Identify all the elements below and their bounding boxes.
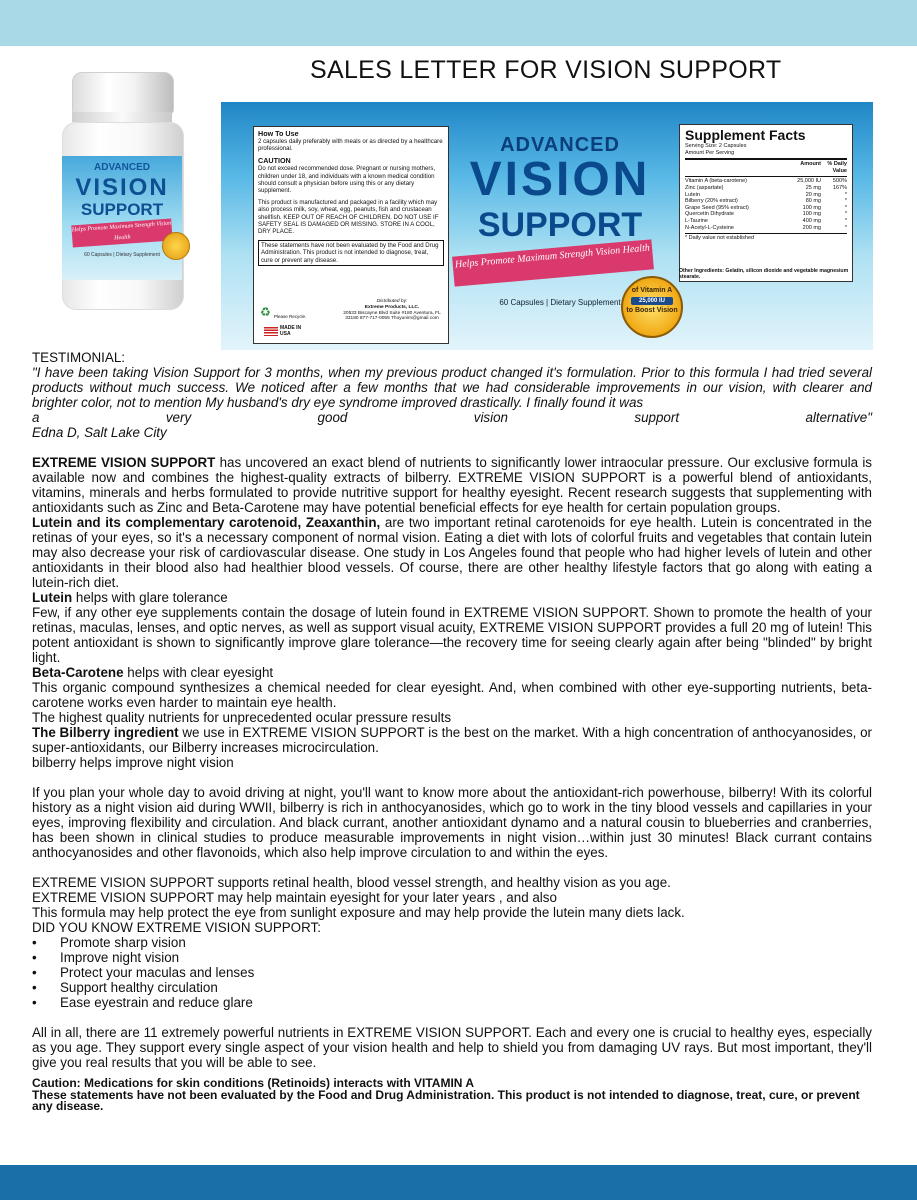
testimonial-last-line: a very good vision support alternative" [32,410,872,425]
brand-ribbon: Helps Promote Maximum Strength Vision Health [452,239,654,286]
testimonial-label: TESTIMONIAL: [32,350,126,365]
recycle-icon: ♻ [260,305,271,319]
caution-block [32,1078,872,1113]
facts-row-dv: * [844,211,847,218]
facts-row [685,205,847,212]
facts-rule-thin [685,176,847,177]
facts-serving-size: Serving Size: 2 Capsules [685,143,747,149]
facts-row-name: Lutein [685,191,700,198]
facts-col-dv: % Daily Value [827,161,847,174]
caution-text: Do not exceed recommended dose. Pregnant or nursing mothers, children under 18, and individuals with a known medical condition should consult a physician before using this or any dietary supplement. [258,165,436,195]
facts-row [685,198,847,205]
brand-support: SUPPORT [477,206,643,244]
distributor-company: Extreme Products, LLC. [364,304,420,310]
facts-rule-thin [685,233,847,234]
paragraph-lutein-text: are two important retinal carotenoids for eye health. Lutein is concentrated in the retinas of your eyes, so it's a necessary component of normal vision. Eating a diet with lots of colorful fruits and vegetables that contain lutein may also decrease your risk of cardiovascular disease. One study in Los Angeles found that people who had higher levels of lutein and other antioxidants in their blood also had healthier blood vessels. Of course, there are other healthy lifestyle factors that go along with eating a lutein-rich diet. [32,515,873,590]
bottle-label [62,156,182,280]
made-in-usa-text: MADE IN USA [280,325,302,337]
page-title: SALES LETTER FOR VISION SUPPORT [310,56,782,84]
how-to-use-text: 2 capsules daily preferably with meals or as directed by a healthcare professional. [258,138,443,153]
bottle-label-caps: 60 Capsules | Dietary Supplement [84,252,160,258]
brand-vision: VISION [469,153,651,206]
bullet-text: Improve night vision [60,950,180,965]
distributor-block [342,299,442,322]
paragraph-beta-carotene: This organic compound synthesizes a chemical needed for clear eyesight. And, when combined with other eye-supporting nutrients, beta-carotene works even harder to maintain eye health. [32,680,872,710]
facts-row [685,185,847,192]
bottle-label-support: SUPPORT [80,200,164,219]
heading-beta-carotene-bold: Beta-Carotene [32,665,124,680]
caution-title: CAUTION [258,156,291,166]
bullet-text: Promote sharp vision [60,935,186,950]
list-item [32,965,872,980]
bullet-mark: • [32,950,37,965]
bullet-text: Support healthy circulation [60,980,218,995]
facts-row [685,178,847,185]
bottom-color-band [0,1165,917,1200]
line-bilberry-night: bilberry helps improve night vision [32,755,234,770]
facts-row-amount: 200 mg [802,224,821,231]
facts-row-amount: 100 mg [802,204,821,211]
facts-row-name: Quercetin Dihydrate [685,211,734,218]
letter-body [32,350,872,1113]
list-item [32,980,872,995]
heading-lutein-bold: Lutein [32,590,73,605]
recycle-text: Please Recycle. [274,314,307,319]
facts-row-dv: 500% [832,178,847,185]
bottle-label-advanced: ADVANCED [94,162,150,173]
heading-beta-carotene-text: helps with clear eyesight [123,665,274,680]
paragraph-bilberry-text: we use in EXTREME VISION SUPPORT is the best on the market. With a high concentration of anthocyanosides, or super-antioxidants, our Bilberry increases microcirculation. [32,725,873,755]
facts-row-name: L-Taurine [685,217,708,224]
facts-row [685,218,847,225]
bottle-label-vision: VISION [75,174,169,201]
facts-row-amount: 25,000 IU [797,178,821,185]
paragraph-summary: All in all, there are 11 extremely powerful nutrients in EXTREME VISION SUPPORT. Each and every one is crucial to healthy eyes, especially as you age. They support every single aspect of your vision health and help to shield you from damaging UV rays. But most important, they'll give you real results that you will be able to see. [32,1025,872,1070]
list-item [32,935,872,950]
top-color-band [0,0,917,46]
facts-row-amount: 80 mg [805,198,821,205]
facts-row-dv: 167% [832,184,847,191]
bullet-mark: • [32,980,37,995]
product-label-image [221,102,873,350]
list-item [32,950,872,965]
heading-beta-carotene [32,665,872,680]
bottle-label-ribbon: Helps Promote Maximum Strength Vision Health [71,219,172,248]
seal-bottom-text: to Boost Vision [626,307,678,314]
facts-row [685,211,847,218]
facts-row [685,225,847,232]
bullet-text: Ease eyestrain and reduce glare [60,995,253,1010]
facts-row-name: N-Acetyl-L-Cysteine [685,224,734,231]
product-bottle-image [58,72,188,310]
facts-other-ingredients: Other Ingredients: Gelatin, silicon dioxide and vegetable magnesium stearate. [679,268,849,280]
paragraph-lutein-bold: Lutein and its complementary carotenoid, Zeaxanthin, [32,515,381,530]
testimonial-text: "I have been taking Vision Support for 3 months, when my previous product changed it's formulation. Prior to this formula I had tried several products without much success. We noticed after a few months that we had considerable improvements in our vision, with clearer and brighter color, not to mention My husband's dry eye syndrome improved drastically. I finally found it was [32,365,872,410]
facts-row-amount: 400 mg [802,217,821,224]
line-sunlight: This formula may help protect the eye from sunlight exposure and may help provide the lutein many diets lack. [32,905,685,920]
caution-retinoids: Caution: Medications for skin conditions (Retinoids) interacts with VITAMIN A [32,1076,475,1090]
brand-advanced: ADVANCED [500,134,620,156]
paragraph-glare: Few, if any other eye supplements contain the dosage of lutein found in EXTREME VISION SUPPORT. Shown to promote the health of your retinas, maculas, lenses, and optic nerves, as well as support visual acuity, EXTREME VISION SUPPORT provides a full 20 mg of lutein! This potent antioxidant is shown to significantly improve glare tolerance—the recovery time for seeing clearly again after being "blinded" by bright light. [32,605,872,665]
line-did-you-know: DID YOU KNOW EXTREME VISION SUPPORT: [32,920,321,935]
line-later-years: EXTREME VISION SUPPORT may help maintain eyesight for your later years , and also [32,890,557,905]
fda-box: These statements have not been evaluated by the Food and Drug Administration. This product is not intended to diagnose, treat, cure or prevent any disease. [258,240,444,266]
bullet-mark: • [32,965,37,980]
heading-lutein [32,590,872,605]
paragraph-bilberry-bold: The Bilberry ingredient [32,725,179,740]
paragraph-bilberry [32,725,872,755]
bullet-mark: • [32,935,37,950]
facts-row-dv: * [844,198,847,205]
facts-row-amount: 20 mg [805,191,821,198]
paragraph-intro [32,455,872,515]
distributed-by-label: Distributed by: [376,299,408,304]
facts-row-dv: * [844,191,847,198]
facility-text: This product is manufactured and packaged in a facility which may also process milk, soy, wheat, egg, peanuts, fish and crustacean shellfish. KEEP OUT OF REACH OF CHILDREN. DO NOT USE IF SAFETY SEAL IS DAMAGED OR MISSING. STORE IN A COOL, DRY PLACE. [258,199,439,236]
facts-row-amount: 25 mg [805,184,821,191]
paragraph-lutein [32,515,872,590]
facts-row-name: Bilberry (20% extract) [685,198,738,205]
line-retinal-health: EXTREME VISION SUPPORT supports retinal health, blood vessel strength, and healthy vision as you age. [32,875,671,890]
testimonial-author: Edna D, Salt Lake City [32,425,167,440]
supplement-facts-panel [679,124,853,282]
paragraph-night-vision: If you plan your whole day to avoid driving at night, you'll want to know more about the antioxidant-rich powerhouse, bilberry! With its colorful history as a night vision aid during WWII, bilberry is rich in anthocyanosides, which go to work in the tiny blood vessels and capillaries in your eyes, improving flexibility and circulation. And black currant, another antioxidant dynamo and a natural cousin to blueberries and cranberries, has been shown in clinical studies to produce measurable improvements in night vision…within just 30 minutes! Black currant contains anthocyanosides and other flavonoids, which also help improve circulation to and within the eyes. [32,785,872,860]
facts-row-dv: * [844,224,847,231]
bottle-cap [72,72,174,114]
how-to-use-panel [253,126,449,344]
vitamin-a-seal [621,276,683,338]
facts-row-name: Grape Seed (95% extract) [685,204,749,211]
paragraph-intro-text: has uncovered an exact blend of nutrients to significantly lower intraocular pressure. Our exclusive formula is available now and combines the highest-quality extracts of bilberry. EXTREME VISION SUPPORT is a powerful blend of antioxidants, vitamins, minerals and herbs formulated to provide nutritive support for healthy eyesight. Recent research suggests that supplementing with antioxidants such as Zinc and Beta-Carotene may have potential beneficial effects for eye health for certain population groups. [32,455,872,515]
label-footer [258,297,444,343]
fda-disclaimer: These statements have not been evaluated by the Food and Drug Administration. This product is not intended to diagnose, treat, cure, or prevent any disease. [32,1087,860,1113]
bottle-seal-badge [162,232,190,260]
facts-amount-per: Amount Per Serving [685,149,735,156]
how-to-use-title: How To Use [258,129,299,138]
bullet-mark: • [32,995,37,1010]
facts-footnote: * Daily value not established [685,235,755,242]
bottle-cap-ridge [72,112,172,122]
facts-row-name: Vitamin A (beta-carotene) [685,178,747,185]
facts-row-name: Zinc (aspartate) [685,184,724,191]
facts-header-row [685,161,847,174]
facts-row-dv: * [844,217,847,224]
facts-row-amount: 100 mg [802,211,821,218]
facts-col-amount: Amount [800,161,821,168]
seal-top-text: of Vitamin A [631,287,673,294]
line-ocular-pressure: The highest quality nutrients for unprecedented ocular pressure results [32,710,452,725]
facts-row-dv: * [844,204,847,211]
facts-row [685,192,847,199]
facts-title: Supplement Facts [685,127,806,143]
list-item [32,995,872,1010]
bullet-text: Protect your maculas and lenses [60,965,255,980]
distributor-address: 20533 Biscayne Blvd Suite #180 Aventura, FL 33180 877-717-0055 Thoyunim@gmail.com [343,310,441,322]
paragraph-intro-bold: EXTREME VISION SUPPORT [32,455,216,470]
facts-rule [685,158,847,160]
seal-mid-text: 25,000 IU [631,297,673,305]
usa-flag-icon [264,327,278,336]
heading-lutein-text: helps with glare tolerance [72,590,228,605]
brand-caps: 60 Capsules | Dietary Supplement [499,298,621,307]
